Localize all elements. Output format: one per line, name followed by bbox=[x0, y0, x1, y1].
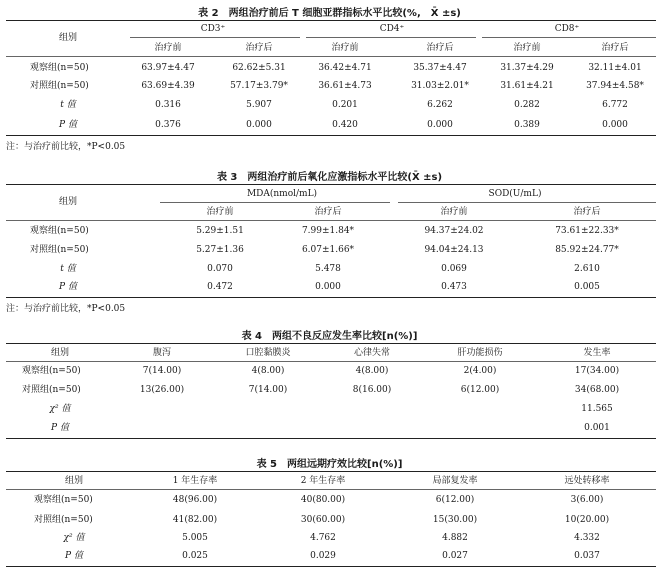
table5-cell: 0.037 bbox=[574, 551, 600, 561]
table3-bottom-rule bbox=[6, 297, 656, 298]
table4-cell: 7(14.00) bbox=[248, 385, 288, 395]
table5-header: 组别 bbox=[64, 476, 84, 486]
table4-row-label: P 值 bbox=[51, 423, 69, 433]
table2-cell: 0.316 bbox=[155, 100, 181, 110]
table2-subheader: 治疗后 bbox=[245, 43, 273, 53]
table3-row-label: t 值 bbox=[60, 264, 76, 274]
table4-header-rule bbox=[6, 361, 656, 362]
table2-cell: 0.000 bbox=[246, 120, 272, 130]
table3-cell: 0.473 bbox=[441, 282, 467, 292]
table5-cell: 0.029 bbox=[310, 551, 336, 561]
table3-group-rule bbox=[398, 202, 656, 203]
table2-subheader: 治疗后 bbox=[426, 43, 454, 53]
table4-header: 肝功能损伤 bbox=[457, 348, 503, 358]
table4-header: 心律失常 bbox=[353, 348, 391, 358]
table3-row-label: P 值 bbox=[59, 282, 77, 292]
table3-header-rule bbox=[6, 220, 656, 221]
table4-cell: 4(8.00) bbox=[251, 366, 285, 376]
table3-colgroup-mda: MDA(nmol/mL) bbox=[246, 189, 318, 199]
table2-bottom-rule bbox=[6, 135, 656, 136]
table3-cell: 0.005 bbox=[574, 282, 600, 292]
table3-cell: 0.069 bbox=[441, 264, 467, 274]
table2-cell: 57.17±3.79* bbox=[230, 81, 288, 91]
table5-cell: 40(80.00) bbox=[300, 495, 346, 505]
table2-group-rule bbox=[306, 37, 476, 38]
table2-colgroup-cd4: CD4⁺ bbox=[379, 24, 405, 34]
table2-group-rule bbox=[130, 37, 300, 38]
table2-note: 注：与治疗前比较，*P<0.05 bbox=[6, 142, 126, 152]
table5-header: 远处转移率 bbox=[564, 476, 610, 486]
table2-cell: 31.61±4.21 bbox=[500, 81, 554, 91]
table5-cell: 5.005 bbox=[182, 533, 208, 543]
table2-cell: 62.62±5.31 bbox=[232, 63, 286, 73]
table2-colgroup-cd3: CD3⁺ bbox=[200, 24, 226, 34]
table4-header: 组别 bbox=[50, 348, 70, 358]
table4-cell: 8(16.00) bbox=[352, 385, 392, 395]
table5-cell: 30(60.00) bbox=[300, 515, 346, 525]
table3-subheader: 治疗前 bbox=[440, 207, 468, 217]
table3-top-rule bbox=[6, 184, 656, 185]
table2-cell: 35.37±4.47 bbox=[413, 63, 467, 73]
table2-cell: 36.61±4.73 bbox=[318, 81, 372, 91]
table3-cell: 6.07±1.66* bbox=[301, 245, 355, 255]
table3-cell: 0.472 bbox=[207, 282, 233, 292]
table2-cell: 0.201 bbox=[332, 100, 358, 110]
table4-header: 发生率 bbox=[583, 348, 611, 358]
table3-cell: 7.99±1.84* bbox=[301, 226, 355, 236]
table5-row-label: χ² 值 bbox=[63, 533, 85, 543]
table3-cell: 94.37±24.02 bbox=[424, 226, 484, 236]
table4-cell: 17(34.00) bbox=[574, 366, 620, 376]
table2-cell: 0.376 bbox=[155, 120, 181, 130]
table2-cell: 6.262 bbox=[427, 100, 453, 110]
table5-row-label: 对照组(n=50) bbox=[34, 515, 93, 525]
table2-cell: 0.420 bbox=[332, 120, 358, 130]
table3-note: 注：与治疗前比较，*P<0.05 bbox=[6, 304, 126, 314]
table5-cell: 15(30.00) bbox=[432, 515, 478, 525]
table5-header: 2 年生存率 bbox=[300, 476, 346, 486]
table3-cell: 5.29±1.51 bbox=[196, 226, 244, 236]
table2-header-rule bbox=[6, 56, 656, 57]
table4-row-label: 对照组(n=50) bbox=[22, 385, 81, 395]
table4-top-rule bbox=[6, 343, 656, 344]
table4-header: 腹泻 bbox=[152, 348, 172, 358]
table5-cell: 48(96.00) bbox=[172, 495, 218, 505]
table2-row-label: P 值 bbox=[59, 120, 77, 130]
table5-cell: 3(6.00) bbox=[570, 495, 604, 505]
table3-row-label: 对照组(n=50) bbox=[30, 245, 89, 255]
table2-cell: 0.389 bbox=[514, 120, 540, 130]
table4-cell: 0.001 bbox=[584, 423, 610, 433]
table2-cell: 0.282 bbox=[514, 100, 540, 110]
table4-cell: 2(4.00) bbox=[463, 366, 497, 376]
table4-cell: 4(8.00) bbox=[355, 366, 389, 376]
table2-cell: 31.03±2.01* bbox=[411, 81, 469, 91]
table3-cell: 0.070 bbox=[207, 264, 233, 274]
table5-top-rule bbox=[6, 471, 656, 472]
table5-cell: 4.882 bbox=[442, 533, 468, 543]
table4-title: 表 4 两组不良反应发生率比较[n(%)] bbox=[241, 331, 418, 342]
table2-subheader: 治疗前 bbox=[331, 43, 359, 53]
table2-cell: 37.94±4.58* bbox=[586, 81, 644, 91]
table5-header-rule bbox=[6, 489, 656, 490]
table3-cell: 73.61±22.33* bbox=[555, 226, 619, 236]
table3-cell: 85.92±24.77* bbox=[555, 245, 619, 255]
table4-bottom-rule bbox=[6, 438, 656, 439]
table2-cell: 32.11±4.01 bbox=[588, 63, 642, 73]
table5-cell: 0.027 bbox=[442, 551, 468, 561]
table3-title: 表 3 两组治疗前后氧化应激指标水平比较(X̄ ±s) bbox=[216, 172, 443, 183]
table5-title: 表 5 两组远期疗效比较[n(%)] bbox=[256, 459, 403, 470]
table2-row-label: 观察组(n=50) bbox=[30, 63, 89, 73]
table5-cell: 0.025 bbox=[182, 551, 208, 561]
table2-group-rule bbox=[482, 37, 656, 38]
table5-cell: 10(20.00) bbox=[564, 515, 610, 525]
table5-cell: 4.332 bbox=[574, 533, 600, 543]
table5-row-label: P 值 bbox=[65, 551, 83, 561]
table2-cell: 0.000 bbox=[602, 120, 628, 130]
table2-subheader: 治疗前 bbox=[154, 43, 182, 53]
table5-cell: 4.762 bbox=[310, 533, 336, 543]
table3-cell: 5.27±1.36 bbox=[196, 245, 244, 255]
table2-cell: 63.97±4.47 bbox=[141, 63, 195, 73]
table2-title: 表 2 两组治疗前后 T 细胞亚群指标水平比较(%, X̄ ±s) bbox=[198, 8, 461, 19]
table4-row-label: 观察组(n=50) bbox=[22, 366, 81, 376]
table2-group-header: 组别 bbox=[58, 33, 78, 43]
table3-group-rule bbox=[160, 202, 390, 203]
table4-cell: 6(12.00) bbox=[460, 385, 500, 395]
table3-row-label: 观察组(n=50) bbox=[30, 226, 89, 236]
table2-cell: 5.907 bbox=[246, 100, 272, 110]
table4-row-label: χ² 值 bbox=[49, 404, 71, 414]
table2-cell: 31.37±4.29 bbox=[500, 63, 554, 73]
table5-row-label: 观察组(n=50) bbox=[34, 495, 93, 505]
table3-cell: 94.04±24.13 bbox=[424, 245, 484, 255]
table3-subheader: 治疗后 bbox=[573, 207, 601, 217]
table2-cell: 63.69±4.39 bbox=[141, 81, 195, 91]
table2-cell: 6.772 bbox=[602, 100, 628, 110]
table3-group-header: 组别 bbox=[58, 197, 78, 207]
table3-subheader: 治疗前 bbox=[206, 207, 234, 217]
table2-cell: 36.42±4.71 bbox=[318, 63, 372, 73]
table5-header: 局部复发率 bbox=[432, 476, 478, 486]
table3-colgroup-sod: SOD(U/mL) bbox=[488, 189, 542, 199]
table3-cell: 5.478 bbox=[315, 264, 341, 274]
table5-cell: 6(12.00) bbox=[435, 495, 475, 505]
table3-subheader: 治疗后 bbox=[314, 207, 342, 217]
table2-subheader: 治疗前 bbox=[513, 43, 541, 53]
table4-header: 口腔黏膜炎 bbox=[245, 348, 291, 358]
table2-row-label: 对照组(n=50) bbox=[30, 81, 89, 91]
table2-row-label: t 值 bbox=[60, 100, 76, 110]
table4-cell: 7(14.00) bbox=[142, 366, 182, 376]
table3-cell: 0.000 bbox=[315, 282, 341, 292]
table2-colgroup-cd8: CD8⁺ bbox=[554, 24, 580, 34]
table4-cell: 11.565 bbox=[581, 404, 613, 414]
table4-cell: 13(26.00) bbox=[139, 385, 185, 395]
table2-subheader: 治疗后 bbox=[601, 43, 629, 53]
table4-cell: 34(68.00) bbox=[574, 385, 620, 395]
table5-bottom-rule bbox=[6, 566, 656, 567]
table3-cell: 2.610 bbox=[574, 264, 600, 274]
table5-header: 1 年生存率 bbox=[172, 476, 218, 486]
table2-top-rule bbox=[6, 20, 656, 21]
table5-cell: 41(82.00) bbox=[172, 515, 218, 525]
table2-cell: 0.000 bbox=[427, 120, 453, 130]
